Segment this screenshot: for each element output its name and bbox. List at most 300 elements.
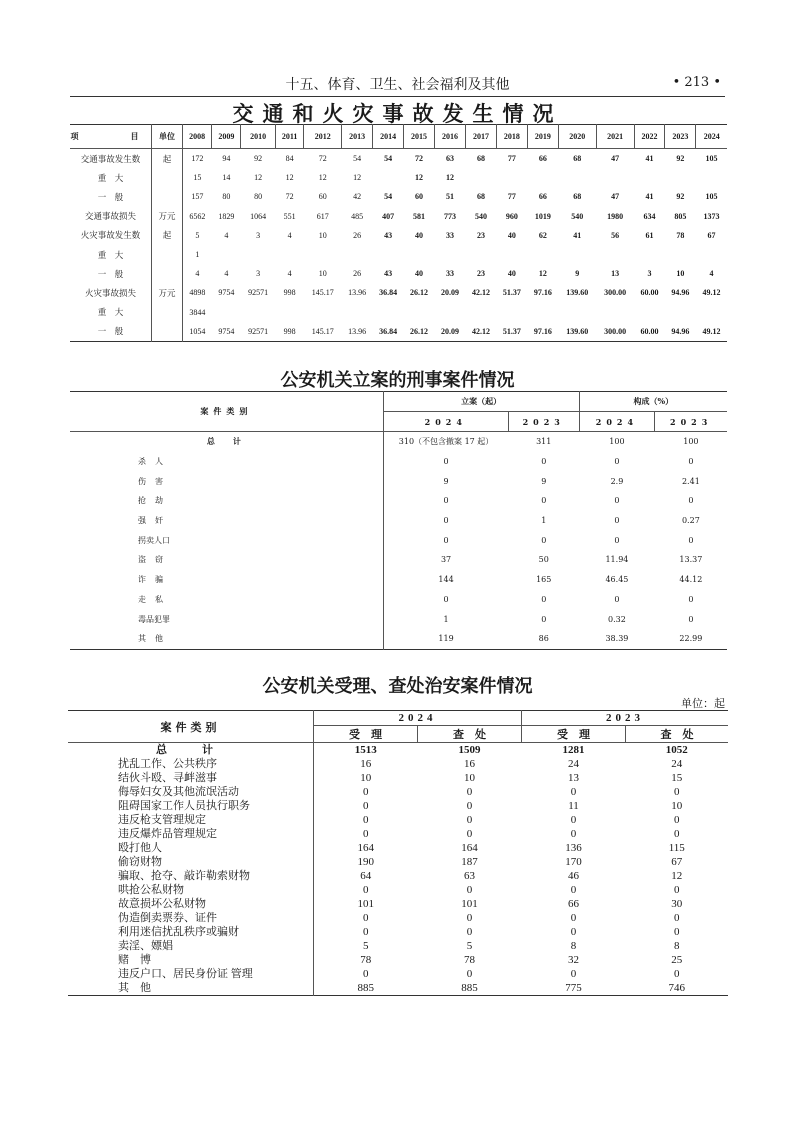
cell-value: 78 (676, 230, 685, 240)
table-row (70, 590, 727, 610)
group-share: 构成（%） (579, 392, 727, 412)
cell-value: 0 (466, 925, 473, 938)
cell-value: 3844 (189, 307, 206, 317)
cell-value: 12 (538, 269, 547, 279)
cell-value: 40 (507, 230, 516, 240)
table-row (68, 757, 728, 771)
cell-value: 3 (647, 269, 652, 279)
cell-value: 0 (674, 967, 680, 980)
cell-value: 40 (415, 269, 424, 279)
col-year: 2010 (241, 125, 275, 149)
cell-value: 1 (443, 614, 449, 624)
cell-value: 0 (363, 925, 369, 938)
col-category: 案件类别 (70, 392, 383, 432)
public-security-cases-table (68, 710, 728, 996)
cell-value: 311 (536, 437, 552, 447)
row-label: 侮辱妇女及其他流氓活动 (68, 785, 314, 799)
cell-value (496, 303, 527, 322)
col-year: 2024 (696, 125, 727, 149)
cell-value: 41 (645, 154, 654, 164)
table-row (68, 785, 728, 799)
table-row (70, 245, 727, 264)
cell-value (435, 245, 466, 264)
cell-value (527, 245, 558, 264)
cell-value: 165 (536, 575, 552, 585)
cell-value: 26.12 (410, 326, 429, 336)
cell-value: 773 (444, 211, 456, 221)
cell-value: 805 (674, 211, 687, 221)
cell-value: 0 (541, 594, 547, 604)
table-row (70, 609, 727, 629)
cell-value (527, 303, 558, 322)
cell-value (634, 303, 665, 322)
cell-value (496, 168, 527, 187)
row-label: 一 般 (70, 322, 152, 342)
cell-value: 10 (464, 771, 475, 784)
cell-value: 0 (363, 967, 369, 980)
cell-value (558, 303, 596, 322)
table-row (68, 939, 728, 953)
cell-value: 0 (688, 457, 694, 467)
table-row (70, 452, 727, 472)
cell-value: 0 (443, 457, 449, 467)
cell-value: 51.37 (502, 288, 521, 298)
cell-value: 92 (676, 154, 685, 164)
row-label: 赌 博 (68, 953, 314, 967)
cell-value: 33 (446, 269, 454, 279)
cell-value (696, 168, 727, 187)
cell-value: 51.37 (502, 326, 521, 336)
cell-value: 26.12 (410, 288, 429, 298)
cell-value: 68 (573, 154, 582, 164)
table-row (68, 855, 728, 869)
col-unit: 单位 (152, 125, 183, 149)
cell-value: 0 (688, 594, 694, 604)
cell-value: 0 (614, 594, 620, 604)
cell-value: 0 (466, 883, 473, 896)
cell-value: 2.41 (681, 476, 700, 486)
cell-value: 78 (464, 953, 475, 966)
cell-value: 10 (676, 269, 685, 279)
cell-value: 164 (357, 841, 374, 854)
cell-value: 72 (415, 154, 424, 164)
cell-value: 775 (565, 981, 582, 994)
cell-value: 0 (363, 799, 369, 812)
cell-value: 101 (357, 897, 374, 910)
row-unit: 万元 (152, 283, 183, 302)
col-year: 2011 (275, 125, 303, 149)
cell-value: 119 (438, 634, 454, 644)
cell-value: 0 (363, 827, 369, 840)
cell-value: 1 (541, 516, 547, 526)
cell-value: 77 (507, 154, 516, 164)
cell-value (465, 303, 496, 322)
col-share-2024: 2024 (579, 412, 655, 432)
cell-value: 80 (254, 192, 263, 202)
cell-value: 551 (283, 211, 296, 221)
cell-value: 1054 (189, 326, 206, 336)
cell-value: 8 (570, 939, 577, 952)
cell-value: 0 (541, 535, 547, 545)
cell-value (342, 303, 373, 322)
cell-value: 60 (318, 192, 327, 202)
table-row (68, 799, 728, 813)
cell-value: 63 (446, 154, 454, 164)
cell-value: 885 (461, 981, 478, 994)
cell-value: 136 (565, 841, 582, 854)
cell-value: 32 (568, 953, 579, 966)
cell-value: 40 (415, 230, 424, 240)
cell-value: 49.12 (702, 288, 721, 298)
cell-value: 139.60 (566, 326, 589, 336)
cell-value: 1281 (562, 743, 585, 756)
table-row (68, 883, 728, 897)
cell-value: 0 (363, 883, 369, 896)
col-handled-2023: 查 处 (626, 726, 729, 743)
cell-value: 300.00 (604, 326, 627, 336)
cell-value: 61 (645, 230, 654, 240)
cell-value: 0 (674, 813, 680, 826)
cell-value: 16 (464, 757, 475, 770)
table-row (70, 168, 727, 187)
cell-value: 54 (384, 154, 393, 164)
table-row (68, 981, 728, 996)
row-label: 抢劫 (70, 491, 383, 511)
chapter-title: 十五、体育、卫生、社会福利及其他 (285, 77, 510, 93)
page-header (70, 72, 725, 97)
table-row (70, 187, 727, 206)
group-filed: 立案（起） (383, 392, 579, 412)
row-unit: 起 (152, 226, 183, 245)
cell-value: 4 (287, 230, 292, 240)
cell-value: 0 (443, 496, 449, 506)
table-row (68, 841, 728, 855)
total-row (68, 743, 728, 758)
cell-value (373, 168, 404, 187)
cell-value: 15 (671, 771, 683, 784)
cell-value (596, 245, 634, 264)
row-unit (152, 245, 183, 264)
cell-value: 77 (507, 192, 516, 202)
col-year: 2014 (373, 125, 404, 149)
cell-value: 4 (224, 230, 229, 240)
cell-value: 1509 (458, 743, 481, 756)
group-2024: 2024 (314, 711, 522, 726)
cell-value: 4 (224, 269, 229, 279)
cell-value: 54 (353, 154, 362, 164)
cell-value (665, 168, 696, 187)
cell-value: 998 (283, 326, 296, 336)
cell-value: 42.12 (471, 326, 490, 336)
row-label: 走私 (70, 590, 383, 610)
cell-value: 1980 (607, 211, 624, 221)
cell-value: 54 (384, 192, 393, 202)
table-row (70, 264, 727, 283)
col-year: 2022 (634, 125, 665, 149)
cell-value: 66 (538, 154, 547, 164)
cell-value: 170 (565, 855, 582, 868)
cell-value: 0 (614, 535, 620, 545)
cell-value: 47 (611, 154, 620, 164)
cell-value: 9754 (218, 326, 235, 336)
cell-value: 92 (254, 154, 263, 164)
cell-value (304, 303, 342, 322)
cell-value: 300.00 (604, 288, 627, 298)
table-row (68, 869, 728, 883)
row-label: 拐卖人口 (70, 530, 383, 550)
row-unit: 万元 (152, 207, 183, 226)
cell-value: 0 (614, 496, 620, 506)
cell-value: 41 (645, 192, 654, 202)
row-unit (152, 264, 183, 283)
cell-value: 92571 (248, 288, 269, 298)
cell-value: 67 (671, 855, 683, 868)
cell-value: 0 (674, 911, 680, 924)
cell-value (696, 303, 727, 322)
cell-value: 66 (568, 897, 579, 910)
cell-value (404, 245, 435, 264)
cell-value: 407 (382, 211, 395, 221)
cell-value: 92571 (248, 326, 269, 336)
col-item: 项 目 (70, 125, 152, 149)
cell-value: 97.16 (533, 326, 552, 336)
cell-value: 4 (287, 269, 292, 279)
cell-value: 540 (474, 211, 487, 221)
cell-value: 36.84 (379, 288, 398, 298)
cell-value: 0 (466, 799, 473, 812)
cell-value: 100 (609, 437, 625, 447)
row-label: 交通事故发生数 (70, 149, 152, 169)
row-label: 故意损坏公私财物 (68, 897, 314, 911)
table-row (70, 322, 727, 342)
cell-value: 9 (541, 476, 547, 486)
cell-value: 0 (570, 785, 577, 798)
cell-value: 1064 (250, 211, 267, 221)
cell-value: 30 (671, 897, 683, 910)
cell-value: 12 (415, 173, 424, 183)
row-label: 重 大 (70, 245, 152, 264)
cell-value (496, 245, 527, 264)
cell-value: 40 (507, 269, 516, 279)
cell-value: 0 (443, 594, 449, 604)
cell-value: 8 (674, 939, 680, 952)
table-row (68, 911, 728, 925)
cell-value: 60.00 (640, 326, 659, 336)
cell-value: 10 (360, 771, 372, 784)
cell-value (212, 245, 241, 264)
row-label: 其 他 (68, 981, 314, 996)
row-label: 阻碍国家工作人员执行职务 (68, 799, 314, 813)
cell-value: 960 (505, 211, 518, 221)
cell-value (373, 245, 404, 264)
cell-value: 60 (415, 192, 424, 202)
cell-value: 20.09 (441, 326, 459, 336)
row-unit (152, 168, 183, 187)
table-row (68, 953, 728, 967)
cell-value: 20.09 (441, 288, 459, 298)
cell-value: 0 (570, 925, 577, 938)
table-row (70, 283, 727, 302)
table-row (68, 771, 728, 785)
cell-value: 64 (360, 869, 372, 882)
cell-value: 4898 (189, 288, 206, 298)
cell-value: 12 (446, 173, 454, 183)
cell-value: 68 (573, 192, 582, 202)
total-row (70, 432, 727, 452)
row-label: 总 计 (70, 432, 383, 452)
col-year: 2013 (342, 125, 373, 149)
cell-value: 634 (643, 211, 656, 221)
row-label: 利用迷信扰乱秩序或骗财 (68, 925, 314, 939)
col-handled-2024: 查 处 (418, 726, 522, 743)
cell-value: 51 (446, 192, 454, 202)
cell-value: 3 (256, 269, 261, 279)
cell-value: 47 (611, 192, 620, 202)
cell-value: 190 (357, 855, 374, 868)
cell-value: 157 (191, 192, 204, 202)
cell-value (241, 245, 275, 264)
cell-value: 4 (195, 269, 200, 279)
cell-value: 11 (568, 799, 579, 812)
col-year: 2020 (558, 125, 596, 149)
cell-value: 23 (476, 269, 485, 279)
cell-value: 13.96 (348, 288, 367, 298)
unit-note: 单位：起 (681, 697, 725, 710)
cell-value: 101 (461, 897, 478, 910)
cell-value: 1373 (703, 211, 720, 221)
row-label: 火灾事故损失 (70, 283, 152, 302)
cell-value: 0 (443, 516, 449, 526)
cell-value: 15 (193, 173, 202, 183)
row-unit (152, 322, 183, 342)
cell-value: 0 (541, 457, 547, 467)
cell-value: 72 (318, 154, 327, 164)
cell-value: 0 (466, 911, 473, 924)
row-label: 一 般 (70, 187, 152, 206)
col-year: 2008 (183, 125, 212, 149)
cell-value: 67 (707, 230, 716, 240)
cell-value: 84 (285, 154, 294, 164)
cell-value: 24 (568, 757, 579, 770)
cell-value: 0 (570, 813, 577, 826)
cell-value: 746 (668, 981, 685, 994)
table-row (68, 897, 728, 911)
col-filed-2023: 2023 (508, 412, 579, 432)
row-label: 杀人 (70, 452, 383, 472)
cell-value: 0 (674, 785, 680, 798)
cell-value: 9754 (218, 288, 235, 298)
cell-value: 94 (222, 154, 231, 164)
row-label: 盗窃 (70, 550, 383, 570)
cell-value: 26 (353, 230, 362, 240)
cell-value (527, 168, 558, 187)
row-label: 强奸 (70, 511, 383, 531)
cell-value (465, 245, 496, 264)
cell-value: 42 (353, 192, 362, 202)
cell-value: 1829 (218, 211, 235, 221)
cell-value (241, 303, 275, 322)
table-row (70, 511, 727, 531)
cell-value: 0 (614, 457, 620, 467)
cell-value: 13 (568, 771, 579, 784)
table-row (68, 827, 728, 841)
cell-value: 0 (466, 827, 473, 840)
cell-value: 12 (318, 173, 327, 183)
cell-value (435, 303, 466, 322)
row-label: 火灾事故发生数 (70, 226, 152, 245)
table1-header-row (70, 125, 727, 149)
cell-value: 1052 (665, 743, 688, 756)
cell-value: 12 (254, 173, 263, 183)
cell-value: 94.96 (671, 288, 690, 298)
cell-value: 0 (363, 911, 369, 924)
cell-value (373, 303, 404, 322)
cell-value: 0 (466, 967, 473, 980)
cell-value: 13.96 (348, 326, 367, 336)
cell-value: 0 (570, 827, 577, 840)
cell-value: 0 (541, 614, 547, 624)
cell-value (275, 245, 303, 264)
criminal-cases-table (70, 391, 727, 650)
cell-value: 10 (318, 230, 327, 240)
cell-value: 617 (316, 211, 329, 221)
cell-value (558, 245, 596, 264)
cell-value: 187 (461, 855, 478, 868)
cell-value: 1513 (354, 743, 377, 756)
cell-value: 105 (705, 154, 718, 164)
cell-value: 4 (709, 269, 714, 279)
row-label: 重 大 (70, 303, 152, 322)
cell-value (665, 245, 696, 264)
cell-value: 5 (363, 939, 369, 952)
cell-value: 12 (353, 173, 362, 183)
cell-value (404, 303, 435, 322)
row-label: 偷窃财物 (68, 855, 314, 869)
cell-value: 94.96 (671, 326, 690, 336)
cell-value: 50 (538, 555, 549, 565)
cell-value: 60.00 (640, 288, 659, 298)
cell-value: 49.12 (702, 326, 721, 336)
cell-value: 46.45 (605, 575, 629, 585)
row-label: 哄抢公私财物 (68, 883, 314, 897)
cell-value (304, 245, 342, 264)
row-label: 扰乱工作、公共秩序 (68, 757, 314, 771)
cell-value: 68 (476, 192, 485, 202)
row-label: 伪造倒卖票券、证件 (68, 911, 314, 925)
row-label: 交通事故损失 (70, 207, 152, 226)
cell-value: 92 (676, 192, 685, 202)
row-unit: 起 (152, 149, 183, 169)
col-year: 2015 (404, 125, 435, 149)
row-label: 诈骗 (70, 570, 383, 590)
row-label: 违反爆炸品管理规定 (68, 827, 314, 841)
cell-value (596, 303, 634, 322)
col-filed-2024: 2024 (383, 412, 508, 432)
cell-value: 13 (611, 269, 620, 279)
cell-value: 14 (222, 173, 231, 183)
col-accepted-2023: 受 理 (522, 726, 626, 743)
cell-value (665, 303, 696, 322)
cell-value: 72 (285, 192, 294, 202)
table-row (70, 303, 727, 322)
table-row (70, 226, 727, 245)
cell-value: 25 (671, 953, 683, 966)
cell-value: 145.17 (311, 288, 334, 298)
cell-value: 16 (360, 757, 372, 770)
cell-value: 0 (363, 813, 369, 826)
cell-value: 12 (671, 869, 683, 882)
cell-value: 41 (573, 230, 582, 240)
